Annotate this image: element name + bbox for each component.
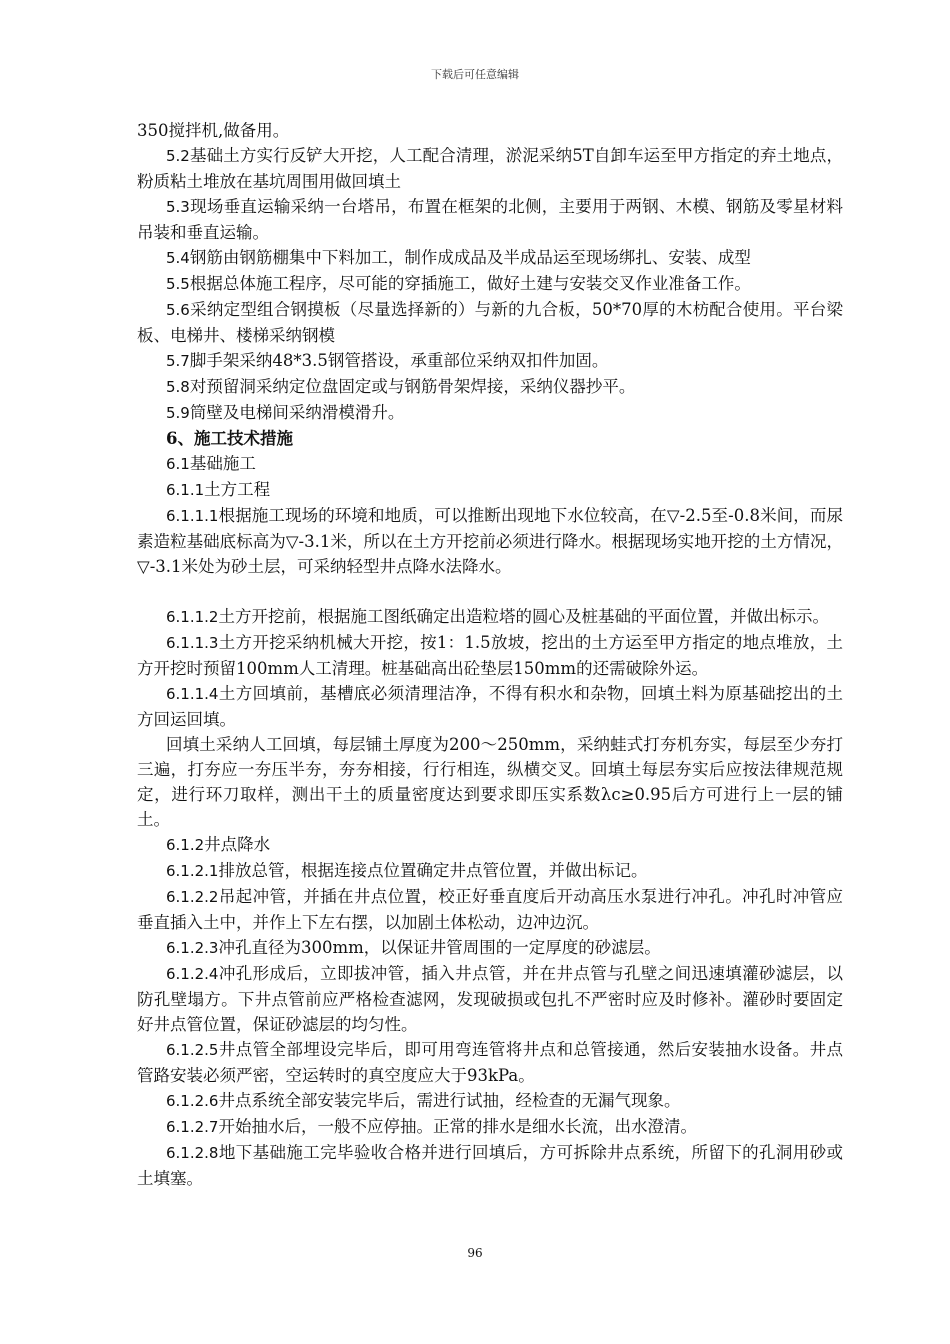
clause-number: 6.1.2 — [166, 836, 205, 854]
paragraph-text: 冲孔形成后，立即拔冲管，插入井点管，并在井点管与孔壁之间迅速填灌砂滤层，以防孔壁塌方。下井点管前应严格检查滤网，发现破损或包扎不严密时应及时修补。灌砂时要固定好井点管位置，保证砂滤层的均匀性。 — [137, 964, 843, 1034]
paragraph — [137, 194, 843, 245]
section-heading — [137, 426, 843, 451]
paragraph-text: 井点管全部埋设完毕后，即可用弯连管将井点和总管接通，然后安装抽水设备。井点管路安装必须严密，空运转时的真空度应大于93kPa。 — [137, 1040, 843, 1085]
paragraph — [137, 143, 843, 194]
paragraph — [137, 400, 843, 426]
paragraph-text: 现场垂直运输采纳一台塔吊，布置在框架的北侧，主要用于两钢、木模、钢筋及零星材料吊装和垂直运输。 — [137, 197, 843, 242]
blank-line — [137, 579, 843, 604]
clause-number: 6.1.1 — [166, 481, 205, 499]
clause-number: 5.6 — [166, 301, 190, 319]
paragraph-text: 地下基础施工完毕验收合格并进行回填后，方可拆除井点系统，所留下的孔洞用砂或土填塞。 — [137, 1143, 843, 1188]
clause-number: 6.1.1.2 — [166, 608, 219, 626]
paragraph-text: 钢筋由钢筋棚集中下料加工，制作成成品及半成品运至现场绑扎、安装、成型 — [189, 248, 751, 267]
paragraph-text: 基础土方实行反铲大开挖，人工配合清理，淤泥采纳5T自卸车运至甲方指定的弃土地点，粉质粘土堆放在基坑周围用做回填土 — [137, 146, 843, 191]
paragraph — [137, 118, 843, 143]
paragraph — [137, 732, 843, 832]
paragraph-text: 采纳定型组合钢摸板（尽量选择新的）与新的九合板，50*70厚的木枋配合使用。平台梁板、电梯井、楼梯采纳钢模 — [137, 300, 843, 345]
clause-number: 5.2 — [166, 147, 190, 165]
paragraph — [137, 961, 843, 1037]
paragraph-text: 回填土采纳人工回填，每层铺土厚度为200～250mm，采纳蛙式打夯机夯实，每层至少夯打三遍，打夯应一夯压半夯，夯夯相接，行行相连，纵横交叉。回填土每层夯实后应按法律规范规定，进行环刀取样，测出干土的质量密度达到要求即压实系数λc≥0.95后方可进行上一层的铺土。 — [137, 735, 843, 829]
paragraph — [137, 935, 843, 961]
paragraph-text: 土方工程 — [204, 480, 271, 499]
paragraph — [137, 1140, 843, 1191]
clause-number: 6.1.2.3 — [166, 939, 219, 957]
paragraph-text: 井点降水 — [204, 835, 271, 854]
paragraph-text: 根据总体施工程序，尽可能的穿插施工，做好土建与安装交叉作业准备工作。 — [189, 274, 751, 293]
paragraph — [137, 681, 843, 732]
paragraph-text: 冲孔直径为300mm，以保证井管周围的一定厚度的砂滤层。 — [218, 938, 661, 957]
paragraph — [137, 477, 843, 503]
paragraph — [137, 1037, 843, 1088]
clause-number: 6.1.2.8 — [166, 1144, 219, 1162]
clause-number: 6.1.1.4 — [166, 685, 219, 703]
paragraph — [137, 271, 843, 297]
clause-number: 6.1.1.1 — [166, 507, 219, 525]
paragraph-text: 土方开挖前，根据施工图纸确定出造粒塔的圆心及桩基础的平面位置，并做出标示。 — [218, 607, 829, 626]
clause-number: 6.1.2.1 — [166, 862, 219, 880]
clause-number: 5.8 — [166, 378, 190, 396]
document-body — [137, 118, 843, 1191]
clause-number: 6.1.2.4 — [166, 965, 219, 983]
paragraph — [137, 1114, 843, 1140]
clause-number: 6.1.1.3 — [166, 634, 219, 652]
paragraph — [137, 245, 843, 271]
clause-number: 5.5 — [166, 275, 190, 293]
paragraph-text: 350搅拌机,做备用。 — [137, 121, 290, 140]
paragraph-text: 筒壁及电梯间采纳滑模滑升。 — [189, 403, 405, 422]
clause-number: 6.1 — [166, 455, 190, 473]
clause-number: 5.4 — [166, 249, 190, 267]
paragraph — [137, 832, 843, 858]
paragraph — [137, 348, 843, 374]
paragraph-text: 排放总管，根据连接点位置确定井点管位置，并做出标记。 — [218, 861, 648, 880]
paragraph-text: 井点系统全部安装完毕后，需进行试抽，经检查的无漏气现象。 — [218, 1091, 681, 1110]
paragraph — [137, 630, 843, 681]
paragraph — [137, 604, 843, 630]
paragraph-text: 对预留洞采纳定位盘固定或与钢筋骨架焊接，采纳仪器抄平。 — [189, 377, 636, 396]
paragraph-text: 根据施工现场的环境和地质，可以推断出现地下水位较高，在▽-2.5至-0.8米间，而尿素造粒基础底标高为▽-3.1米，所以在土方开挖前必须进行降水。根据现场实地开挖的土方情况，▽-3.1米处为砂土层，可采纳轻型井点降水法降水。 — [137, 506, 843, 576]
clause-number: 6.1.2.5 — [166, 1041, 219, 1059]
clause-number: 6.1.2.6 — [166, 1092, 219, 1110]
clause-number: 5.3 — [166, 198, 190, 216]
paragraph — [137, 451, 843, 477]
clause-number: 5.7 — [166, 352, 190, 370]
page-number: 96 — [467, 1246, 483, 1260]
paragraph — [137, 884, 843, 935]
clause-number: 6.1.2.7 — [166, 1118, 219, 1136]
clause-number: 6.1.2.2 — [166, 888, 219, 906]
paragraph-text: 基础施工 — [189, 454, 256, 473]
paragraph — [137, 503, 843, 579]
paragraph-text: 6、施工技术措施 — [166, 429, 293, 448]
paragraph-text: 土方开挖采纳机械大开挖，按1：1.5放坡，挖出的土方运至甲方指定的地点堆放，土方开挖时预留100mm人工清理。桩基础高出砼垫层150mm的还需破除外运。 — [137, 633, 843, 678]
paragraph-text: 脚手架采纳48*3.5钢管搭设，承重部位采纳双扣件加固。 — [189, 351, 609, 370]
paragraph-text: 开始抽水后，一般不应停抽。正常的排水是细水长流，出水澄清。 — [218, 1117, 697, 1136]
paragraph — [137, 374, 843, 400]
clause-number: 5.9 — [166, 404, 190, 422]
paragraph — [137, 1088, 843, 1114]
page-header: 下载后可任意编辑 — [431, 68, 519, 81]
paragraph — [137, 858, 843, 884]
paragraph — [137, 297, 843, 348]
paragraph-text: 土方回填前，基槽底必须清理洁净，不得有积水和杂物，回填土料为原基础挖出的土方回运回填。 — [137, 684, 843, 729]
paragraph-text: 吊起冲管，并插在井点位置，校正好垂直度后开动高压水泵进行冲孔。冲孔时冲管应垂直插入土中，并作上下左右摆，以加剧土体松动，边冲边沉。 — [137, 887, 843, 932]
